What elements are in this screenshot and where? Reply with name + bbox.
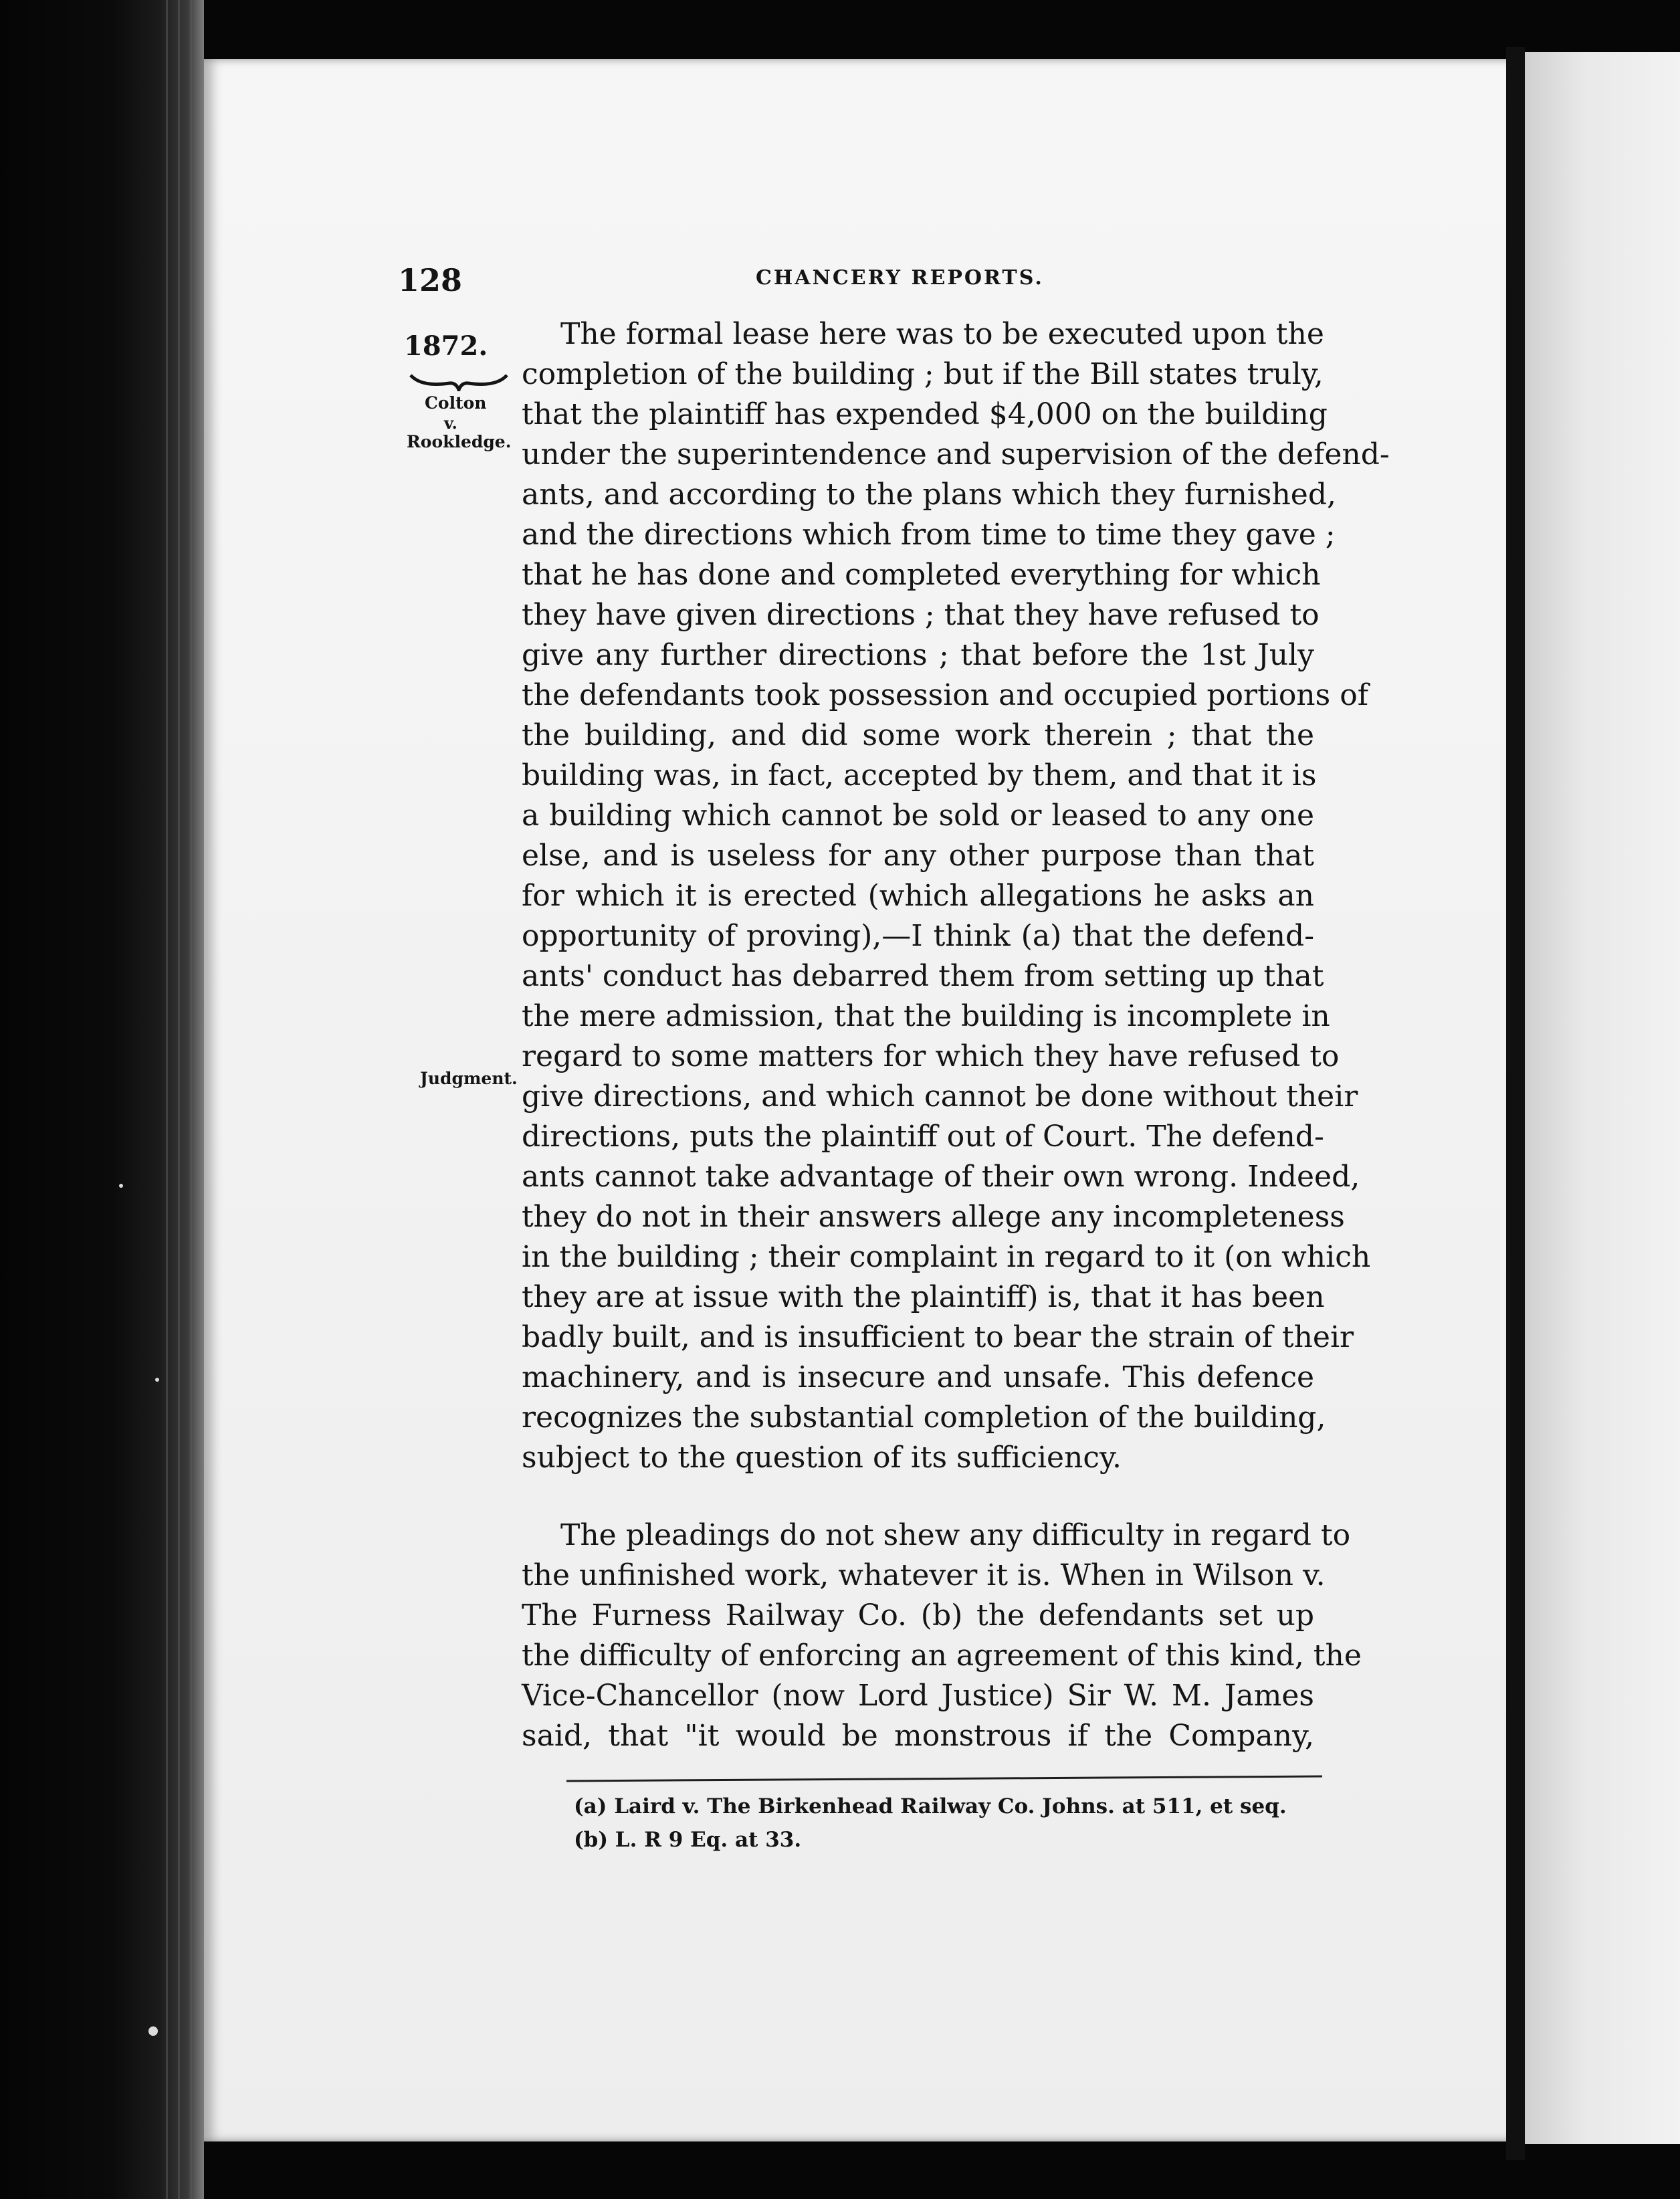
paragraph-gap [522, 1478, 1314, 1515]
judgment-marker: Judgment. [420, 1069, 518, 1088]
text-line: the defendants took possession and occupied portions of [522, 678, 1368, 712]
text-line: completion of the building ; but if the Bill states truly, [522, 357, 1324, 391]
text-line: recognizes the substantial completion of the building, [522, 1400, 1326, 1435]
text-line: The pleadings do not shew any difficulty in regard to [560, 1518, 1351, 1552]
text-line: Vice-Chancellor (now Lord Justice) Sir W. M. James [522, 1679, 1314, 1713]
text-line: and the directions which from time to time they gave ; [522, 518, 1336, 552]
text-line: machinery, and is insecure and unsafe. This defence [522, 1360, 1314, 1394]
text-line: they do not in their answers allege any incompleteness [522, 1200, 1345, 1234]
text-line: in the building ; their complaint in regard to it (on which [522, 1240, 1371, 1274]
text-line: the unfinished work, whatever it is. When in Wilson v. [522, 1558, 1326, 1592]
scan-streak [166, 0, 168, 2199]
text-line: the building, and did some work therein ; that the [522, 718, 1314, 752]
text-line: the difficulty of enforcing an agreement of this kind, the [522, 1639, 1362, 1673]
scan-streak [190, 0, 192, 2199]
text-line: give any further directions ; that before the 1st July [522, 638, 1314, 672]
page-number: 128 [398, 262, 463, 298]
margin-year: 1872. [404, 330, 488, 362]
text-line: opportunity of proving),—I think (a) that the defend- [522, 919, 1314, 953]
text-line: The formal lease here was to be executed upon the [560, 317, 1324, 351]
dust-speck [148, 2026, 158, 2036]
text-line: that he has done and completed everything for which [522, 558, 1321, 592]
footnote: (b) L. R 9 Eq. at 33. [574, 1828, 802, 1852]
text-line: subject to the question of its sufficiency. [522, 1441, 1122, 1475]
dust-speck [155, 1378, 159, 1382]
text-line: ants cannot take advantage of their own wrong. Indeed, [522, 1160, 1360, 1194]
text-line: said, that "it would be monstrous if the Company, [522, 1719, 1314, 1753]
text-line: they are at issue with the plaintiff) is, that it has been [522, 1280, 1325, 1314]
text-line: ants, and according to the plans which they furnished, [522, 478, 1336, 512]
dust-speck [119, 1184, 123, 1188]
adjacent-page-edge [1522, 52, 1680, 2144]
case-name-defendant: Rookledge. [407, 432, 512, 451]
text-line: they have given directions ; that they have refused to [522, 598, 1320, 632]
text-line: ants' conduct has debarred them from setting up that [522, 959, 1324, 993]
page-header [0, 262, 1680, 302]
text-line: directions, puts the plaintiff out of Court. The defend- [522, 1120, 1324, 1154]
footnote: (a) Laird v. The Birkenhead Railway Co. Johns. at 511, et seq. [574, 1794, 1287, 1818]
page-gutter [1506, 47, 1525, 2160]
text-line: The Furness Railway Co. (b) the defendants set up [522, 1598, 1314, 1633]
main-text [522, 314, 1390, 1756]
text-line: regard to some matters for which they have refused to [522, 1039, 1340, 1073]
text-line: give directions, and which cannot be done without their [522, 1079, 1358, 1114]
text-line: that the plaintiff has expended $4,000 on the building [522, 397, 1328, 431]
case-name-plaintiff: Colton [425, 393, 487, 413]
text-line: badly built, and is insufficient to bear the strain of their [522, 1320, 1354, 1354]
text-line: for which it is erected (which allegations he asks an [522, 879, 1314, 913]
scan-streak [178, 0, 180, 2199]
text-line: a building which cannot be sold or leased to any one [522, 799, 1314, 833]
text-line: else, and is useless for any other purpose than that [522, 839, 1314, 873]
scan-left-border [0, 0, 204, 2199]
text-line: building was, in fact, accepted by them, and that it is [522, 758, 1317, 793]
brace-icon [409, 371, 508, 391]
footnotes [574, 1790, 1323, 1857]
running-title: CHANCERY REPORTS. [756, 266, 1044, 290]
case-versus: v. [444, 413, 457, 433]
text-line: under the superintendence and supervision of the defend- [522, 437, 1390, 472]
text-line: the mere admission, that the building is incomplete in [522, 999, 1330, 1033]
